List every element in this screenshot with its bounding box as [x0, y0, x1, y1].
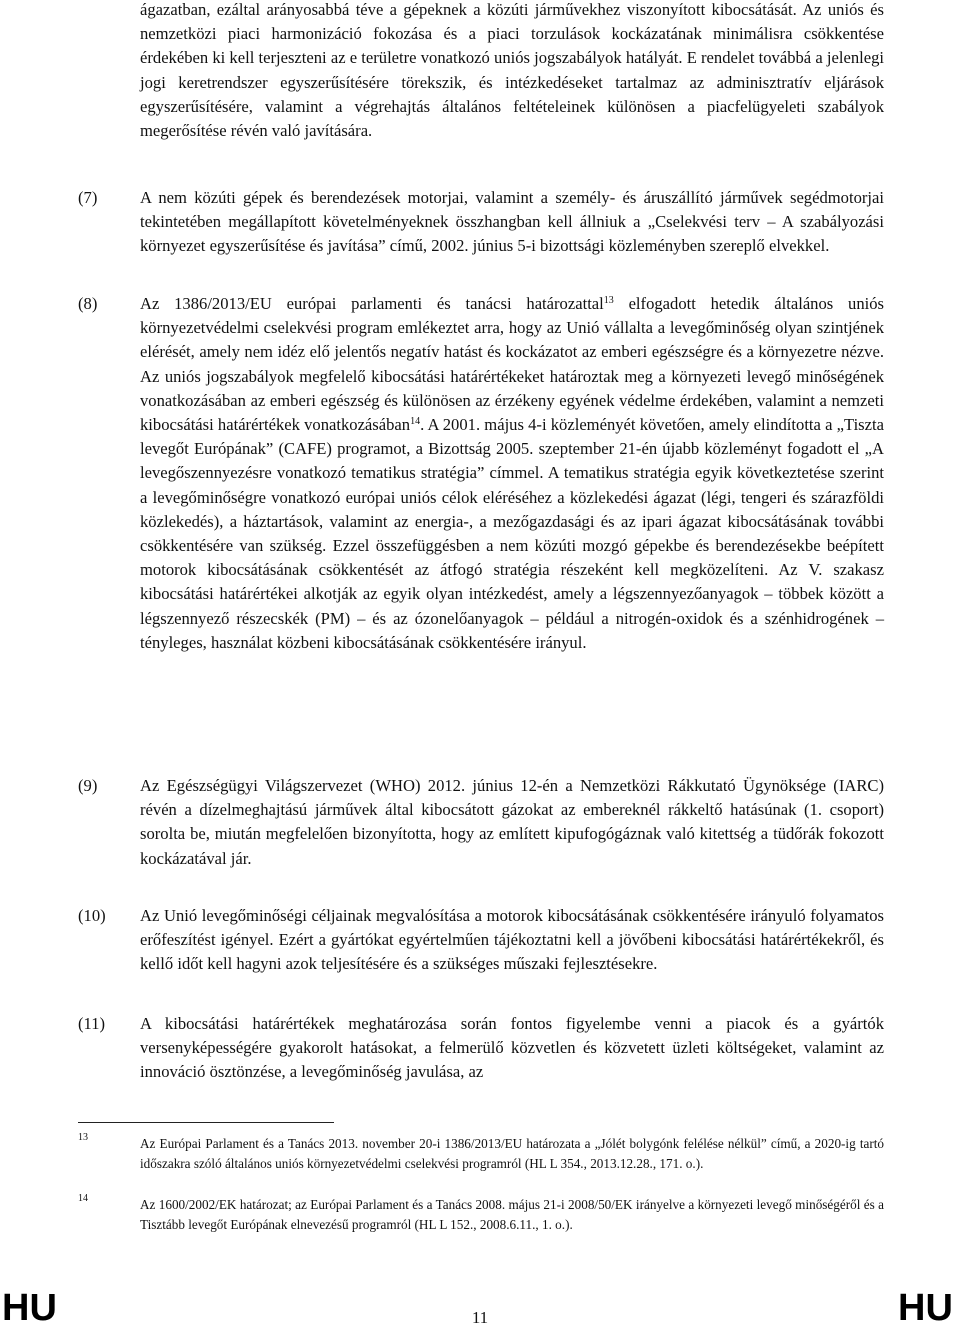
paragraph-text: Az Unió levegőminőségi céljainak megvalósítása a motorok kibocsátásának csökkentésére irányuló folyamatos erőfeszítést igényel. Ezért a gyártókat egyértelműen tájékoztatni kell a jövőbeni kibocsátási határértékekről, és kellő időt kell hagyni azok teljesítésére és a szükséges műszaki fejlesztésekre. — [140, 906, 884, 974]
footnote-number: 14 — [78, 1193, 88, 1204]
paragraph-text-part: Az 1386/2013/EU európai parlamenti és tanácsi határozattal — [140, 294, 604, 313]
paragraph-number: (10) — [78, 906, 106, 925]
footnote-separator — [78, 1122, 334, 1123]
intro-paragraph: ágazatban, ezáltal arányosabbá téve a gépeknek a közúti járművekhez viszonyított kibocsátását. Az uniós és nemzetközi piaci harmonizáció fokozása és a piaci torzulások kockázatának minimálisra csökkentése érdekében ki kell terjeszteni az e területre vonatkozó uniós jogszabályok hatályát. E rendelet továbbá a jelenlegi jogi keretrendszer egyszerűsítésére törekszik, és intézkedéseket tartalmaz az adminisztratív eljárások egyszerűsítésére, valamint a végrehajtás általános feltételeinek különösen a piacfelügyeleti szabályok megerősítése révén való javítására. — [140, 0, 884, 141]
footnote-text: Az 1600/2002/EK határozat; az Európai Parlament és a Tanács 2008. május 21-i 2008/50/EK irányelve a környezeti levegő minőségéről és a Tisztább levegőt Európának elnevezésű programról (HL L 152., 2008.6.11., 1. o.). — [140, 1197, 884, 1232]
footer-language-left: HU — [2, 1287, 57, 1329]
footnote-13 — [78, 1134, 884, 1173]
page-number: 11 — [471, 1308, 489, 1327]
paragraph-number: (9) — [78, 776, 98, 795]
footnote-ref-13[interactable]: 13 — [603, 295, 614, 306]
paragraph-number: (8) — [78, 294, 98, 313]
paragraph-text-part: elfogadott hetedik általános uniós környezetvédelmi cselekvési program emlékeztet arra, hogy az Unió vállalta a levegőminőség olyan szintjének elérését, amely nem idéz elő jelentős negatív hatást és kockázatot az emberi egészségre és a környezetre nézve. Az uniós jogszabályok megfelelő kibocsátási határértékeket határoztak meg a környezeti levegő minőségének vonatkozásában az emberi egészség és különösen az érzékeny egyének védelme érdekében, valamint a nemzeti kibocsátási határértékek vonatkozásában — [140, 294, 884, 435]
paragraph-text: A kibocsátási határértékek meghatározása során fontos figyelembe venni a piacok és a gyártók versenyképességére gyakorolt hatásokat, a felmerülő közvetlen és közvetett üzleti költségeket, valamint az innováció ösztönzése, a levegőminőség javulása, az — [140, 1014, 884, 1082]
paragraph-9 — [78, 774, 884, 871]
paragraph-text: Az Egészségügyi Világszervezet (WHO) 2012. június 12-én a Nemzetközi Rákkutató Ügynöksége (IARC) révén a dízelmeghajtású járművek által kibocsátott gázokat az embereknél rákkeltő hatásúnak (1. csoport) sorolta be, miután megfelelően bizonyította, hogy az említett kipufogógáznak való kitettség a tüdőrák fokozott kockázatával jár. — [140, 776, 884, 868]
footer-language-right: HU — [898, 1287, 953, 1329]
paragraph-number: (7) — [78, 188, 98, 207]
paragraph-8 — [78, 292, 884, 655]
paragraph-text: A nem közúti gépek és berendezések motorjai, valamint a személy- és áruszállító járművek segédmotorjai tekintetében megállapított követelményeknek összhangban kell állniuk a „Cselekvési terv – A szabályozási környezet egyszerűsítése és javítása” című, 2002. június 5-i bizottsági közleményben szereplő elvekkel. — [140, 188, 884, 256]
paragraph-7 — [78, 186, 884, 259]
paragraph-text-part: . A 2001. május 4-i közleményét követően, amely elindította a „Tiszta levegőt Európának” (CAFE) programot, a Bizottság 2005. szeptember 21-én újabb közleményt fogadott el „A levegőszennyezésre vonatkozó tematikus stratégia” címmel. A tematikus stratégia egyik következtetése szerint a levegőminőségre vonatkozó európai uniós célok eléréséhez a közlekedési ágazat (légi, tengeri és szárazföldi közlekedés), a háztartások, valamint az energia-, a mezőgazdasági és az ipari ágazat kibocsátásának további csökkentésére van szükség. Ezzel összefüggésben a nem közúti mozgó gépekbe és berendezésekbe beépített motorok kibocsátásának csökkentését az átfogó stratégia részeként kell megközelíteni. Az V. szakasz kibocsátási határértékei alkotják az egyik olyan intézkedést, amely a légszennyezőanyagok – többek között a légszennyező részecskék (PM) – és az ózonelőanyagok – például a nitrogén-oxidok és a szénhidrogének – tényleges, használat közbeni kibocsátásának csökkentésére irányul. — [140, 415, 884, 652]
paragraph-number: (11) — [78, 1014, 106, 1033]
footnote-number: 13 — [78, 1132, 88, 1143]
paragraph-10 — [78, 904, 884, 977]
footnote-text: Az Európai Parlament és a Tanács 2013. november 20-i 1386/2013/EU határozata a „Jólét bolygónk felélése nélkül” című, a 2020-ig tartó időszakra szóló általános uniós környezetvédelmi cselekvési programról (HL L 354., 2013.12.28., 171. o.). — [140, 1136, 884, 1171]
footnote-14 — [78, 1195, 884, 1234]
paragraph-11 — [78, 1012, 884, 1085]
paragraph-text — [140, 292, 884, 655]
footnote-ref-14[interactable]: 14 — [410, 416, 421, 428]
